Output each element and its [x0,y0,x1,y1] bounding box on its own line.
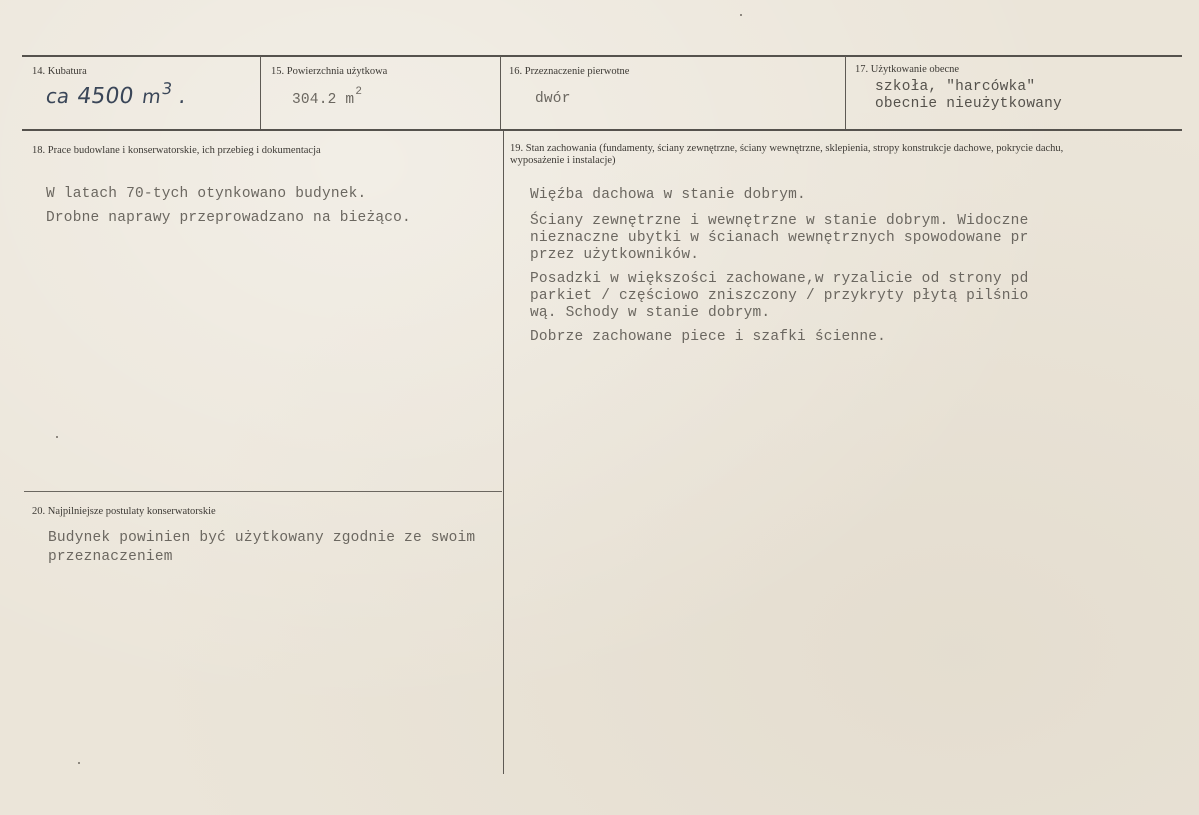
field19-label: 19. Stan zachowania (fundamenty, ściany zewnętrzne, ściany wewnętrzne, sklepienia, stropy konstrukcje dachowe, pokrycie dachu, wyposażenie i instalacje) [510,143,1064,166]
field15-value-exp: 2 [355,86,363,98]
field14-value [44,79,188,109]
field16-value: dwór [535,91,571,107]
field19-paragraph-4: Dobrze zachowane piece i szafki ścienne. [530,329,887,345]
top-rule [22,55,1182,57]
field20-top-rule [24,491,502,492]
field14-value-exp: 3 [160,79,174,98]
divider-14-15 [260,56,261,129]
field18-text-line-1: W latach 70-tych otynkowano budynek. [46,186,367,202]
field15-value-text: 304.2 m [292,92,355,108]
divider-16-17 [845,56,846,129]
paper-speck [56,436,58,438]
field19-paragraph-3: Posadzki w większości zachowane,w ryzalicie od strony pd parkiet / częściowo zniszczony / przykryty płytą pilśnio wą. Schody w stanie dobrym. [530,271,1029,321]
field20-label: 20. Najpilniejsze postulaty konserwatorskie [32,506,216,517]
field17-label: 17. Użytkowanie obecne [855,64,960,75]
row1-bottom-rule [22,129,1182,131]
field14-label: 14. Kubatura [32,66,87,77]
field18-label: 18. Prace budowlane i konserwatorskie, ich przebieg i dokumentacja [32,145,321,156]
field20-text-line-2: przeznaczeniem [48,549,173,565]
divider-15-16 [500,56,501,129]
field17-value-line-1: szkoła, "harcówka" [875,79,1036,95]
field19-paragraph-1: Więźba dachowa w stanie dobrym. [530,187,806,203]
field14-value-unit: m [140,86,163,108]
field18-text-line-2: Drobne naprawy przeprowadzano na bieżąco. [46,210,411,226]
field15-label: 15. Powierzchnia użytkowa [271,66,388,77]
paper-speck [78,762,80,764]
field20-text-line-1: Budynek powinien być użytkowany zgodnie ze swoim [48,530,476,546]
paper-speck [740,14,742,16]
field16-label: 16. Przeznaczenie pierwotne [509,66,630,77]
field14-value-suffix: . [177,84,188,109]
field14-value-number: 4500 [75,84,136,109]
divider-main [503,131,504,774]
field15-value [292,86,363,108]
field19-paragraph-2: Ściany zewnętrzne i wewnętrzne w stanie dobrym. Widoczne nieznaczne ubytki w ścianach wewnętrznych spowodowane pr przez użytkowników. [530,213,1029,263]
field14-value-prefix: ca [44,84,72,108]
field17-value-line-2: obecnie nieużytkowany [875,96,1062,112]
